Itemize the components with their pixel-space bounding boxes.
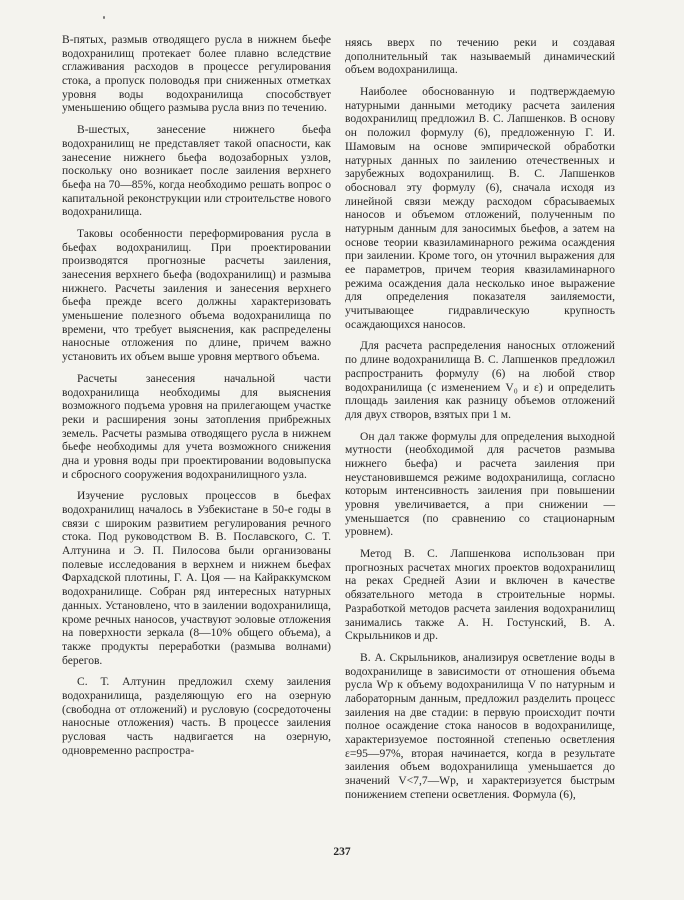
paragraph: С. Т. Алтунин предложил схему заиления водохранилища, разделяющую его на озерную (свободна от отложений) и русловую (сосредоточены наносные отложения) часть. В процессе заиления русловая часть надвигается на озерную, одновременно распростра- (62, 676, 331, 757)
right-column (345, 37, 615, 802)
paragraph: Наиболее обоснованную и подтверждаемую натурными данными методику расчета заиления водохранилищ предложил В. С. Лапшенков. В основу он положил формулу (6), предложенную Г. И. Шамовым на основе эмпирической обработки натурных данных по заилению отечественных и зарубежных водохранилищ. В. С. Лапшенков обосновал эту формулу (6), сначала исходя из линейной связи между расходом сбрасываемых наносов и объемом отложений, полученным по натурным данным для заносимых бьефов, а затем на основе теории квазиламинарного режима осаждения при заилении. Кроме того, он уточнил выражения для ее параметров, причем теория квазиламинарного режима осаждения дала несколько иное выражение для определения показателя заиляемости, учитывающее гидравлическую крупность осаждающихся наносов. (345, 86, 615, 331)
paragraph: Для расчета распределения наносных отложений по длине водохранилища В. С. Лапшенков предложил распространить формулу (6) на любой створ водохранилища (с изменением V₀ и ε) и определить площадь заиления как разницу объемов отложений для двух створов, взятых при 1 м. (345, 340, 615, 421)
paragraph: В. А. Скрыльников, анализируя осветление воды в водохранилище в зависимости от отношения объема русла Wр к объему водохранилища V по натурным и лабораторным данным, предложил разделить процесс заиления на две стадии: в первую происходит почти полное осаждение стока наносов в водохранилище, характеризуемое постоянной степенью осветления ε=95—97%, вторая начинается, когда в результате заиления объем водохранилища уменьшается до значений V<7,7—Wр, и характеризуется быстрым понижением степени осветления. Формула (6), (345, 651, 615, 801)
page-number: 237 (333, 846, 351, 858)
paragraph: няясь вверх по течению реки и создавая дополнительный так называемый динамический объем водохранилища. (345, 37, 615, 77)
paragraph: Таковы особенности переформирования русла в бьефах водохранилищ. При проектировании производятся прогнозные расчеты заиления, занесения верхнего бьефа (водохранилищ) и размыва нижнего. Расчеты заиления и занесения верхнего бьефа прежде всего должны характеризовать уменьшение полезного объема водохранилища по времени, что требует выяснения, как распределены наносные отложения по длине, причем важно установить их объем выше уровня мертвого объема. (62, 227, 331, 364)
paragraph: Метод В. С. Лапшенкова использован при прогнозных расчетах многих проектов водохранилищ на реках Средней Азии и включен в качестве обязательного метода в строительные нормы. Разработкой методов расчета заиления водохранилищ занимались также А. Н. Гостунский, В. А. Скрыльников и др. (345, 548, 615, 643)
paragraph: Расчеты занесения начальной части водохранилища необходимы для выяснения возможного подъема уровня на прилегающем участке реки и расширения зоны затопления прибрежных земель. Расчеты размыва отводящего русла в нижнем бьефе необходимы для учета возможного снижения дна и уровня воды при проектировании водовыпуска и сбросного сооружения водохранилищного узла. (62, 372, 331, 481)
paragraph: Он дал также формулы для определения выходной мутности (необходимой для расчетов размыва нижнего бьефа) и расчета заиления при неустановившемся режиме водохранилища, согласно которым интенсивность заиления при повышении уровня увеличивается, а при снижении — уменьшается (по сравнению со стационарным уровнем). (345, 430, 615, 539)
scan-speck (103, 16, 105, 19)
paragraph: В-шестых, занесение нижнего бьефа водохранилищ не представляет такой опасности, как занесение нижнего бьефа водозаборных узлов, поскольку оно возникает после заиления верхнего бьефа на 70—85%, когда необходимо решать вопрос о капитальной реконструкции или строительстве нового водохранилища. (62, 124, 331, 219)
paragraph: В-пятых, размыв отводящего русла в нижнем бьефе водохранилищ протекает более плавно вследствие сглаживания расходов в процессе регулирования стока, а пропуск половодья при сниженных отметках уровня воды водохранилища способствует уменьшению общего размыва русла вниз по течению. (62, 34, 331, 115)
paragraph: Изучение русловых процессов в бьефах водохранилищ началось в Узбекистане в 50-е годы в связи с широким развитием регулирования речного стока. Под руководством В. В. Пославского, С. Т. Алтунина и Э. П. Пилосова были организованы полевые исследования в верхнем и нижнем бьефах Фархадской плотины, Г. А. Цоя — на Кайраккумском водохранилище. Собран ряд интересных натурных данных. Установлено, что в заилении водохранилища, кроме речных наносов, участвуют эоловые отложения на поверхности зеркала (8—10% общего объема), а также продукты переработки (размыва волнами) берегов. (62, 490, 331, 667)
left-column (62, 34, 331, 758)
